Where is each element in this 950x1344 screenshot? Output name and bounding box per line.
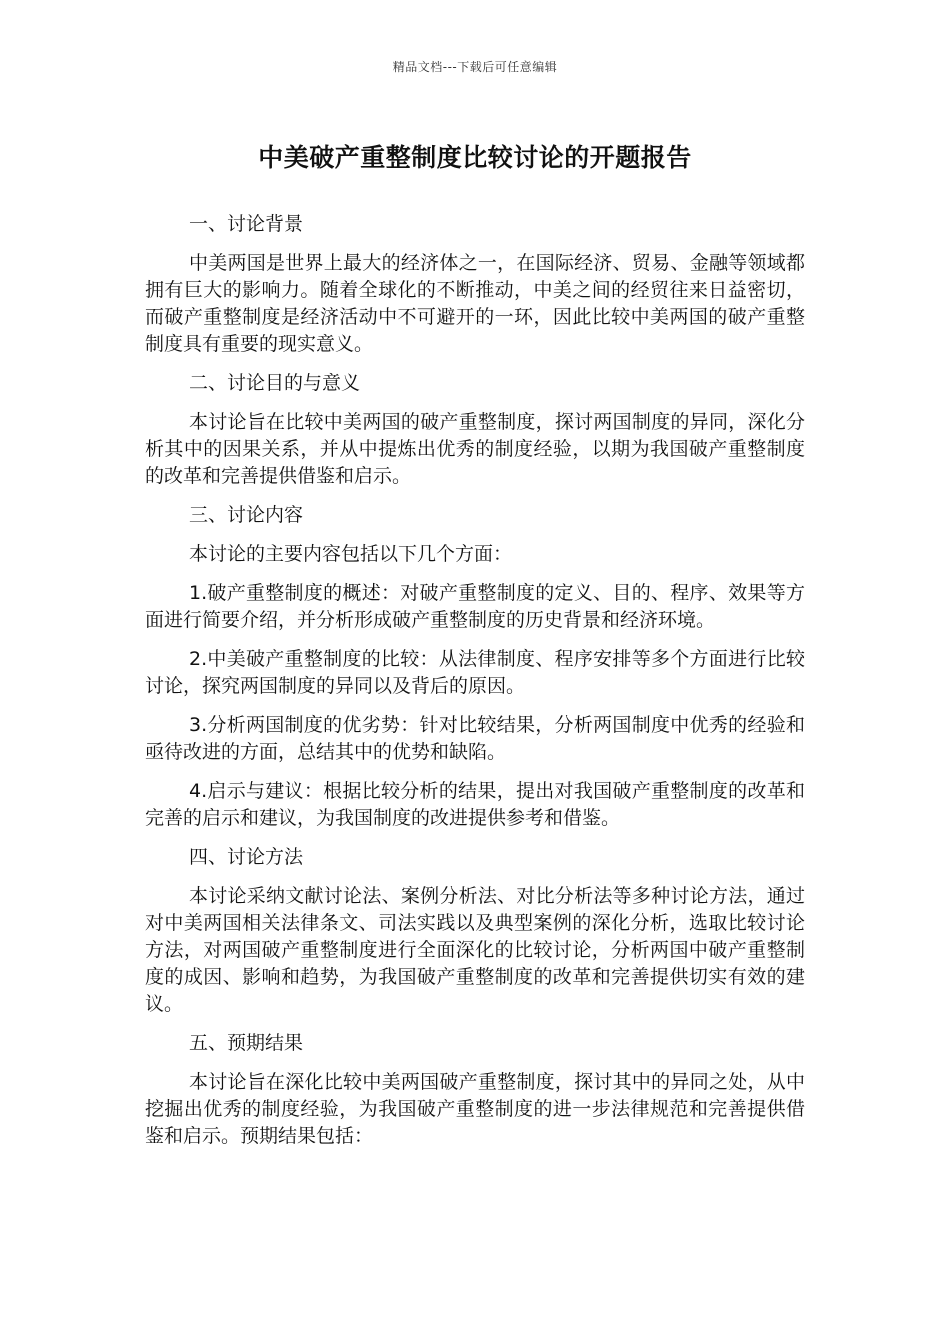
section-heading-background: 一、讨论背景: [189, 213, 304, 235]
paragraph-purpose: 本讨论旨在比较中美两国的破产重整制度，探讨两国制度的异同，深化分析其中的因果关系，并从中提炼出优秀的制度经验，以期为我国破产重整制度的改革和完善提供借鉴和启示。: [145, 411, 805, 487]
paragraph-method: 本讨论采纳文献讨论法、案例分析法、对比分析法等多种讨论方法，通过对中美两国相关法律条文、司法实践以及典型案例的深化分析，选取比较讨论方法，对两国破产重整制度进行全面深化的比较讨论，分析两国中破产重整制度的成因、影响和趋势，为我国破产重整制度的改革和完善提供切实有效的建议。: [145, 885, 805, 1015]
content-item: 4.启示与建议：根据比较分析的结果，提出对我国破产重整制度的改革和完善的启示和建议，为我国制度的改进提供参考和借鉴。: [145, 780, 805, 829]
section-heading-results: 五、预期结果: [189, 1032, 304, 1054]
header-watermark: 精品文档---下载后可任意编辑: [392, 60, 558, 74]
content-item: 1.破产重整制度的概述：对破产重整制度的定义、目的、程序、效果等方面进行简要介绍，并分析形成破产重整制度的历史背景和经济环境。: [145, 582, 805, 631]
paragraph-background: 中美两国是世界上最大的经济体之一，在国际经济、贸易、金融等领域都拥有巨大的影响力。随着全球化的不断推动，中美之间的经贸往来日益密切，而破产重整制度是经济活动中不可避开的一环，因此比较中美两国的破产重整制度具有重要的现实意义。: [145, 252, 805, 355]
section-heading-content: 三、讨论内容: [189, 504, 304, 526]
document-title: 中美破产重整制度比较讨论的开题报告: [258, 143, 692, 172]
content-item: 3.分析两国制度的优劣势：针对比较结果，分析两国制度中优秀的经验和亟待改进的方面，总结其中的优势和缺陷。: [145, 714, 805, 763]
section-heading-method: 四、讨论方法: [189, 846, 304, 868]
document-body: [145, 211, 805, 1162]
content-item: 2.中美破产重整制度的比较：从法律制度、程序安排等多个方面进行比较讨论，探究两国制度的异同以及背后的原因。: [145, 648, 805, 697]
paragraph-content-intro: 本讨论的主要内容包括以下几个方面：: [189, 543, 513, 565]
section-heading-purpose: 二、讨论目的与意义: [189, 372, 361, 394]
paragraph-results: 本讨论旨在深化比较中美两国破产重整制度，探讨其中的异同之处，从中挖掘出优秀的制度经验，为我国破产重整制度的进一步法律规范和完善提供借鉴和启示。预期结果包括：: [145, 1071, 805, 1147]
